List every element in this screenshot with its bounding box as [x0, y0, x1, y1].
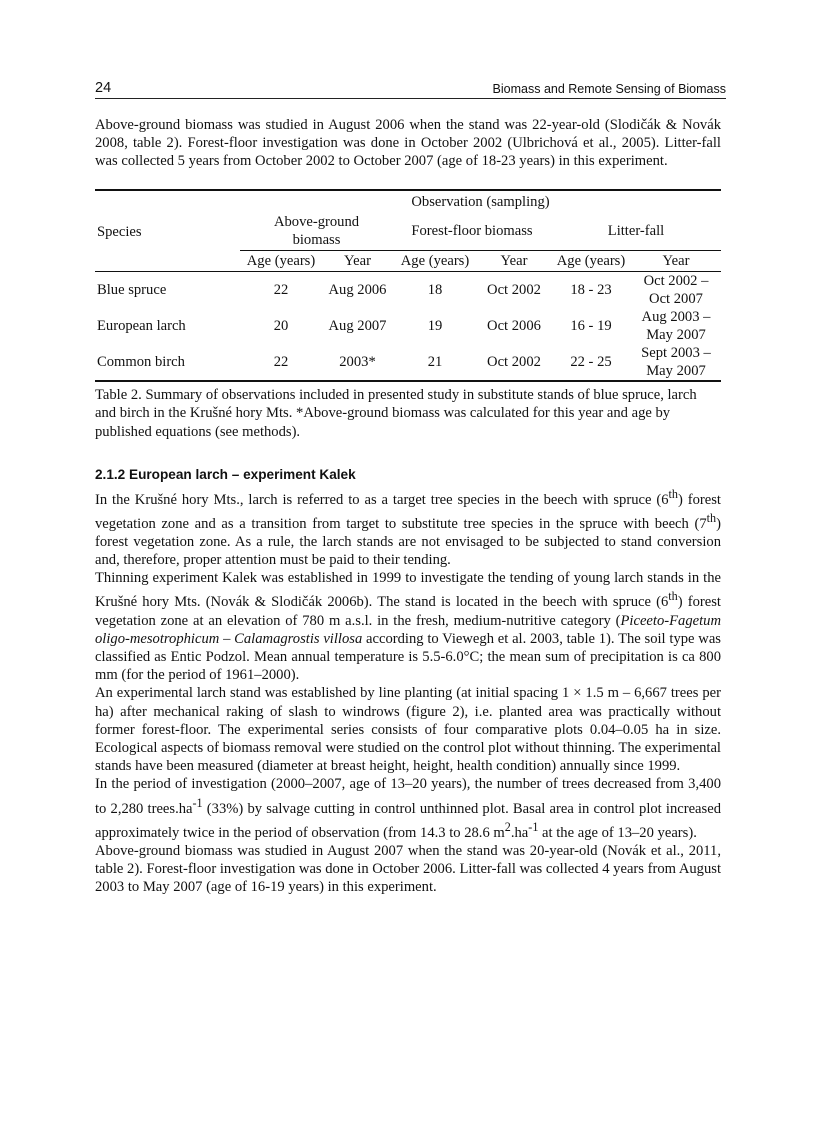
text-run: In the period of investigation (2000–2007, age of 13–20 years), the number of trees decreased from 3,400 to 2,280 trees.ha [95, 776, 721, 817]
table-subheader: Age (years) [556, 253, 626, 270]
table-row [95, 344, 721, 380]
page-content [95, 116, 721, 896]
table-cell-line: Oct 2002 – [643, 273, 709, 290]
paragraph-larch-intro [95, 485, 721, 570]
table-cell: Oct 2006 [487, 318, 541, 335]
table-row [95, 272, 721, 309]
paragraph-thinning-experiment [95, 569, 721, 684]
running-title: Biomass and Remote Sensing of Biomass [492, 82, 726, 96]
table-group-header: Observation (sampling) [411, 193, 550, 210]
table-subheader: Age (years) [246, 253, 316, 270]
table-cell [631, 344, 721, 380]
table-cell: 16 - 19 [570, 318, 612, 335]
table-subheader: Age (years) [400, 253, 470, 270]
table-cell: Oct 2002 [487, 282, 541, 299]
superscript: th [668, 589, 678, 604]
table-cell-line: Oct 2007 [649, 291, 703, 308]
table-cell: Aug 2006 [328, 282, 387, 299]
text-run: (33%) by salvage cutting in control unthinned plot. Basal area in control plot increased approximately twice in the period of observation (from 14.3 to 28.6 m [95, 800, 721, 841]
paragraph-investigation-period [95, 775, 721, 841]
text-run: at the age of 13–20 years). [538, 824, 697, 841]
paragraph-experimental-stand: An experimental larch stand was established by line planting (at initial spacing 1 × 1.5 m – 6,667 trees per ha) after mechanical raking of slash to windrows (figure 2), i.e. planted area was practically without former forest-floor. The experimental series consists of four comparative plots 0.04–0.05 ha in size. Ecological aspects of biomass removal were studied on the control plot without thinning. The experimental stands have been measured (diameter at breast height, height, health condition) annually since 1999. [95, 685, 721, 775]
table-cell-species: European larch [97, 318, 186, 335]
table-cell-line: May 2007 [646, 327, 706, 344]
superscript: -1 [528, 819, 539, 834]
table-caption: Table 2. Summary of observations included in presented study in substitute stands of blue spruce, larch and birch in the Krušné hory Mts. *Above-ground biomass was calculated for this year and age by published equations (see methods). [95, 387, 697, 440]
table-cell: 19 [427, 318, 443, 335]
superscript: 2 [504, 819, 511, 834]
text-run: Thinning experiment Kalek was established in 1999 to investigate the tending of young larch stands in the Krušné hory Mts. (Novák & Slodičák 2006b). The stand is located in the beech with spruce (6 [95, 570, 721, 611]
table-subheader: Year [500, 253, 528, 270]
text-run: .ha [510, 824, 529, 841]
table-cell-line: Aug 2003 – [641, 309, 711, 326]
table-cell: 18 [427, 282, 443, 299]
text-run: ) forest vegetation zone and as a transition from target to substitute tree species in the spruce with beech (7 [95, 491, 721, 532]
table-cell [631, 308, 721, 344]
italic-taxon: Piceeto-Fagetum oligo-mesotrophicum – Calamagrostis villosa [95, 612, 721, 647]
observation-table [95, 189, 721, 383]
table-cell: 2003* [339, 354, 376, 371]
page-number: 24 [95, 80, 112, 96]
table-subheader: Year [662, 253, 690, 270]
text-run: according to Viewegh et al. 2003, table 1). The soil type was classified as Entic Podzol. Mean annual temperature is 5.5-6.0°C; the mean sum of precipitation is ca 800 mm (for the period of 1961–2000). [95, 630, 721, 684]
superscript: -1 [192, 795, 203, 810]
text-run: ) forest vegetation zone. As a rule, the larch stands are not envisaged to be subjected to stand conversion and, therefore, proper attention must be paid to their tending. [95, 515, 721, 569]
table-cell: 22 [273, 354, 289, 371]
table-cell: 21 [427, 354, 443, 371]
intro-paragraph: Above-ground biomass was studied in August 2006 when the stand was 22-year-old (Slodičák & Novák 2008, table 2). Forest-floor investigation was done in October 2002 (Ulbrichová et al., 2005). Litter-fall was collected 5 years from October 2002 to October 2007 (age of 18-23 years) in this experiment. [95, 117, 721, 170]
table-col-group-forest-floor: Forest-floor biomass [411, 222, 533, 239]
superscript: th [706, 510, 717, 525]
table-subheader: Year [344, 253, 371, 270]
page-header [95, 80, 726, 99]
table-cell: 18 - 23 [570, 282, 612, 299]
table-col-group-litter-fall: Litter-fall [607, 222, 665, 239]
table-species-header: Species [97, 223, 142, 240]
table-cell-line: May 2007 [646, 363, 706, 380]
table-col-group-agb: Above-ground biomass [273, 213, 360, 248]
paragraph-biomass-study: Above-ground biomass was studied in August 2007 when the stand was 20-year-old (Novák et al., 2011, table 2). Forest-floor investigation was done in October 2006. Litter-fall was collected 4 years from August 2003 to May 2007 (age of 16-19 years) in this experiment. [95, 842, 721, 896]
table-cell: Aug 2007 [328, 318, 387, 335]
table-cell-species: Common birch [97, 354, 185, 371]
table-cell: 22 [273, 282, 289, 299]
table-row [95, 308, 721, 344]
table-cell [631, 272, 721, 309]
table-cell-species: Blue spruce [97, 282, 167, 299]
section-heading: 2.1.2 European larch – experiment Kalek [95, 466, 356, 482]
table-cell-line: Sept 2003 – [641, 345, 711, 362]
superscript: th [668, 486, 678, 501]
text-run: ) forest vegetation zone at an elevation of 780 m a.s.l. in the fresh, medium-nutritive category ( [95, 594, 721, 629]
table-cell: Oct 2002 [487, 354, 541, 371]
table-cell: 20 [273, 318, 289, 335]
text-run: In the Krušné hory Mts., larch is referred to as a target tree species in the beech with spruce (6 [95, 491, 669, 508]
table-cell: 22 - 25 [570, 354, 612, 371]
